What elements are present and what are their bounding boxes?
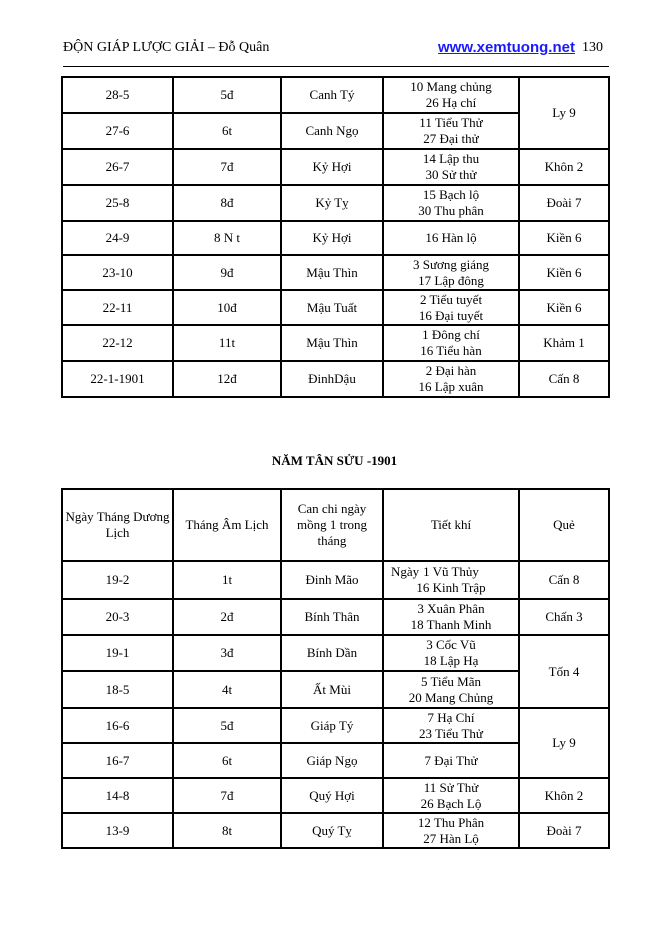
- tiet-khi-line: 11 Sử Thử: [423, 779, 479, 795]
- table-row: [62, 290, 609, 325]
- tiet-khi-cell: [383, 77, 519, 113]
- tiet-khi-line: 2 Tiểu tuyết: [419, 291, 483, 307]
- tiet-khi-line: 18 Lập Hạ: [423, 653, 479, 668]
- calendar-table-1901: [61, 488, 610, 849]
- que-cell: Đoài 7: [519, 185, 609, 221]
- tiet-khi-cell: [383, 255, 519, 290]
- table-row: [62, 561, 609, 599]
- lunar-month-cell: 6t: [173, 113, 281, 149]
- column-header: Can chi ngày mồng 1 trong tháng: [281, 489, 383, 561]
- tiet-khi-line: 16 Kinh Trập: [416, 580, 486, 595]
- tiet-khi-line: 16 Đại tuyết: [418, 307, 484, 323]
- que-cell: Khôn 2: [519, 778, 609, 813]
- tiet-khi-cell: [383, 290, 519, 325]
- table-header-row: [62, 489, 609, 561]
- table-row: [62, 185, 609, 221]
- solar-date-cell: 26-7: [62, 149, 173, 185]
- que-cell: Cấn 8: [519, 561, 609, 599]
- column-header: Tháng Âm Lịch: [173, 489, 281, 561]
- can-chi-cell: Quý Tỵ: [281, 813, 383, 848]
- tiet-khi-line: 27 Hàn Lộ: [423, 830, 479, 846]
- tiet-khi-line: 26 Bạch Lộ: [420, 795, 482, 811]
- solar-date-cell: 20-3: [62, 599, 173, 635]
- que-cell: Chấn 3: [519, 599, 609, 635]
- tiet-khi-line: 3 Xuân Phân: [417, 601, 485, 616]
- tiet-khi-cell: [383, 221, 519, 255]
- lunar-month-cell: 3đ: [173, 635, 281, 671]
- tiet-khi-cell: [383, 778, 519, 813]
- solar-date-cell: 16-6: [62, 708, 173, 743]
- can-chi-cell: Canh Ngọ: [281, 113, 383, 149]
- tiet-khi-line: 14 Lập thu: [422, 151, 480, 166]
- lunar-month-cell: 11t: [173, 325, 281, 361]
- tiet-khi-cell: [383, 561, 519, 599]
- can-chi-cell: Kỷ Hợi: [281, 149, 383, 185]
- tiet-khi-line: 18 Thanh Minh: [410, 617, 492, 632]
- column-header: Ngày Tháng Dương Lịch: [62, 489, 173, 561]
- solar-date-cell: 13-9: [62, 813, 173, 848]
- can-chi-cell: Bính Dần: [281, 635, 383, 671]
- tiet-khi-line: 3 Sương giáng: [412, 256, 490, 272]
- lunar-month-cell: 8t: [173, 813, 281, 848]
- solar-date-cell: 19-1: [62, 635, 173, 671]
- tiet-khi-line: 3 Cốc Vũ: [426, 637, 476, 652]
- can-chi-cell: Đinh Mão: [281, 561, 383, 599]
- tiet-khi-line: 16 Lập xuân: [418, 379, 484, 394]
- column-header: Quẻ: [519, 489, 609, 561]
- table-row: [62, 708, 609, 743]
- que-cell: Tốn 4: [519, 635, 609, 708]
- solar-date-cell: 23-10: [62, 255, 173, 290]
- solar-date-cell: 18-5: [62, 671, 173, 708]
- tiet-khi-line: 30 Thu phân: [418, 203, 484, 218]
- tiet-khi-line: 17 Lập đông: [418, 272, 484, 288]
- tiet-khi-cell: [383, 361, 519, 397]
- tiet-khi-line: 7 Hạ Chí: [427, 709, 475, 725]
- section-title: NĂM TÂN SỬU -1901: [271, 453, 398, 468]
- tiet-khi-line: 20 Mang Chủng: [408, 689, 494, 705]
- can-chi-cell: Giáp Ngọ: [281, 743, 383, 778]
- tiet-khi-line: 16 Hàn lộ: [425, 230, 477, 245]
- solar-date-cell: 28-5: [62, 77, 173, 113]
- lunar-month-cell: 7đ: [173, 149, 281, 185]
- tiet-khi-cell: [383, 185, 519, 221]
- que-cell: Đoài 7: [519, 813, 609, 848]
- table-row: [62, 255, 609, 290]
- tiet-khi-cell: [383, 743, 519, 778]
- que-cell: Kiền 6: [519, 221, 609, 255]
- solar-date-cell: 27-6: [62, 113, 173, 149]
- table-row: [62, 361, 609, 397]
- lunar-month-cell: 1t: [173, 561, 281, 599]
- can-chi-cell: Mậu Thìn: [281, 255, 383, 290]
- table-row: [62, 599, 609, 635]
- que-cell: Ly 9: [519, 77, 609, 149]
- can-chi-cell: Bính Thân: [281, 599, 383, 635]
- tiet-khi-line: 11 Tiểu Thử: [419, 115, 483, 130]
- solar-date-cell: 14-8: [62, 778, 173, 813]
- tiet-khi-line: 27 Đại thử: [423, 131, 479, 146]
- tiet-khi-cell: [383, 149, 519, 185]
- tiet-khi-line: 1 Vũ Thủy: [423, 564, 479, 579]
- tiet-khi-line: 2 Đại hàn: [425, 363, 477, 378]
- que-cell: Ly 9: [519, 708, 609, 778]
- can-chi-cell: Mậu Tuất: [281, 290, 383, 325]
- can-chi-cell: Canh Tý: [281, 77, 383, 113]
- tiet-khi-line: 1 Đông chí: [422, 327, 480, 342]
- tiet-khi-line: 5 Tiểu Mãn: [421, 673, 481, 689]
- table-row: [62, 778, 609, 813]
- calendar-table-1900: [61, 76, 610, 398]
- que-cell: Kiền 6: [519, 290, 609, 325]
- lunar-month-cell: 8 N t: [173, 221, 281, 255]
- can-chi-cell: Kỷ Hợi: [281, 221, 383, 255]
- lunar-month-cell: 5đ: [173, 77, 281, 113]
- can-chi-cell: Giáp Tý: [281, 708, 383, 743]
- que-cell: Cấn 8: [519, 361, 609, 397]
- tiet-khi-cell: [383, 635, 519, 671]
- lunar-month-cell: 8đ: [173, 185, 281, 221]
- can-chi-cell: Ất Mùi: [281, 671, 383, 708]
- lunar-month-cell: 10đ: [173, 290, 281, 325]
- solar-date-cell: 22-12: [62, 325, 173, 361]
- lunar-month-cell: 6t: [173, 743, 281, 778]
- can-chi-cell: Quý Hợi: [281, 778, 383, 813]
- que-cell: Khôn 2: [519, 149, 609, 185]
- tiet-khi-line: 10 Mang chủng: [410, 79, 492, 94]
- tiet-khi-line: 12 Thu Phân: [417, 814, 485, 830]
- can-chi-cell: ĐinhDậu: [281, 361, 383, 397]
- table-row: [62, 77, 609, 113]
- table-row: [62, 635, 609, 671]
- table-row: [62, 221, 609, 255]
- document-header-title: ĐỘN GIÁP LƯỢC GIẢI – Đỗ Quân: [63, 40, 270, 55]
- que-cell: Kiền 6: [519, 255, 609, 290]
- lunar-month-cell: 12đ: [173, 361, 281, 397]
- solar-date-cell: 16-7: [62, 743, 173, 778]
- tiet-khi-cell: [383, 708, 519, 743]
- table-row: [62, 325, 609, 361]
- lunar-month-cell: 2đ: [173, 599, 281, 635]
- tiet-khi-line: 15 Bạch lộ: [422, 187, 480, 202]
- can-chi-cell: Kỷ Tỵ: [281, 185, 383, 221]
- tiet-khi-line: 7 Đại Thử: [424, 752, 478, 768]
- solar-date-cell: 25-8: [62, 185, 173, 221]
- lunar-month-cell: 4t: [173, 671, 281, 708]
- website-link[interactable]: www.xemtuong.net: [438, 39, 575, 56]
- tiet-khi-cell: [383, 113, 519, 149]
- header-divider: [63, 66, 609, 67]
- lunar-month-cell: 9đ: [173, 255, 281, 290]
- solar-date-cell: 19-2: [62, 561, 173, 599]
- tiet-khi-line: 23 Tiểu Thử: [419, 725, 483, 741]
- page-number: 130: [582, 40, 603, 55]
- solar-date-cell: 22-11: [62, 290, 173, 325]
- tiet-khi-cell: [383, 671, 519, 708]
- tiet-khi-prefix: Ngày: [391, 564, 420, 579]
- table-row: [62, 149, 609, 185]
- tiet-khi-line: 16 Tiểu hàn: [420, 343, 482, 358]
- lunar-month-cell: 5đ: [173, 708, 281, 743]
- que-cell: Khảm 1: [519, 325, 609, 361]
- tiet-khi-cell: [383, 813, 519, 848]
- column-header: Tiết khí: [383, 489, 519, 561]
- solar-date-cell: 22-1-1901: [62, 361, 173, 397]
- tiet-khi-line: 30 Sử thử: [425, 167, 477, 182]
- tiet-khi-cell: [383, 325, 519, 361]
- tiet-khi-line: 26 Hạ chí: [425, 95, 477, 110]
- table-row: [62, 813, 609, 848]
- can-chi-cell: Mậu Thìn: [281, 325, 383, 361]
- tiet-khi-cell: [383, 599, 519, 635]
- solar-date-cell: 24-9: [62, 221, 173, 255]
- lunar-month-cell: 7đ: [173, 778, 281, 813]
